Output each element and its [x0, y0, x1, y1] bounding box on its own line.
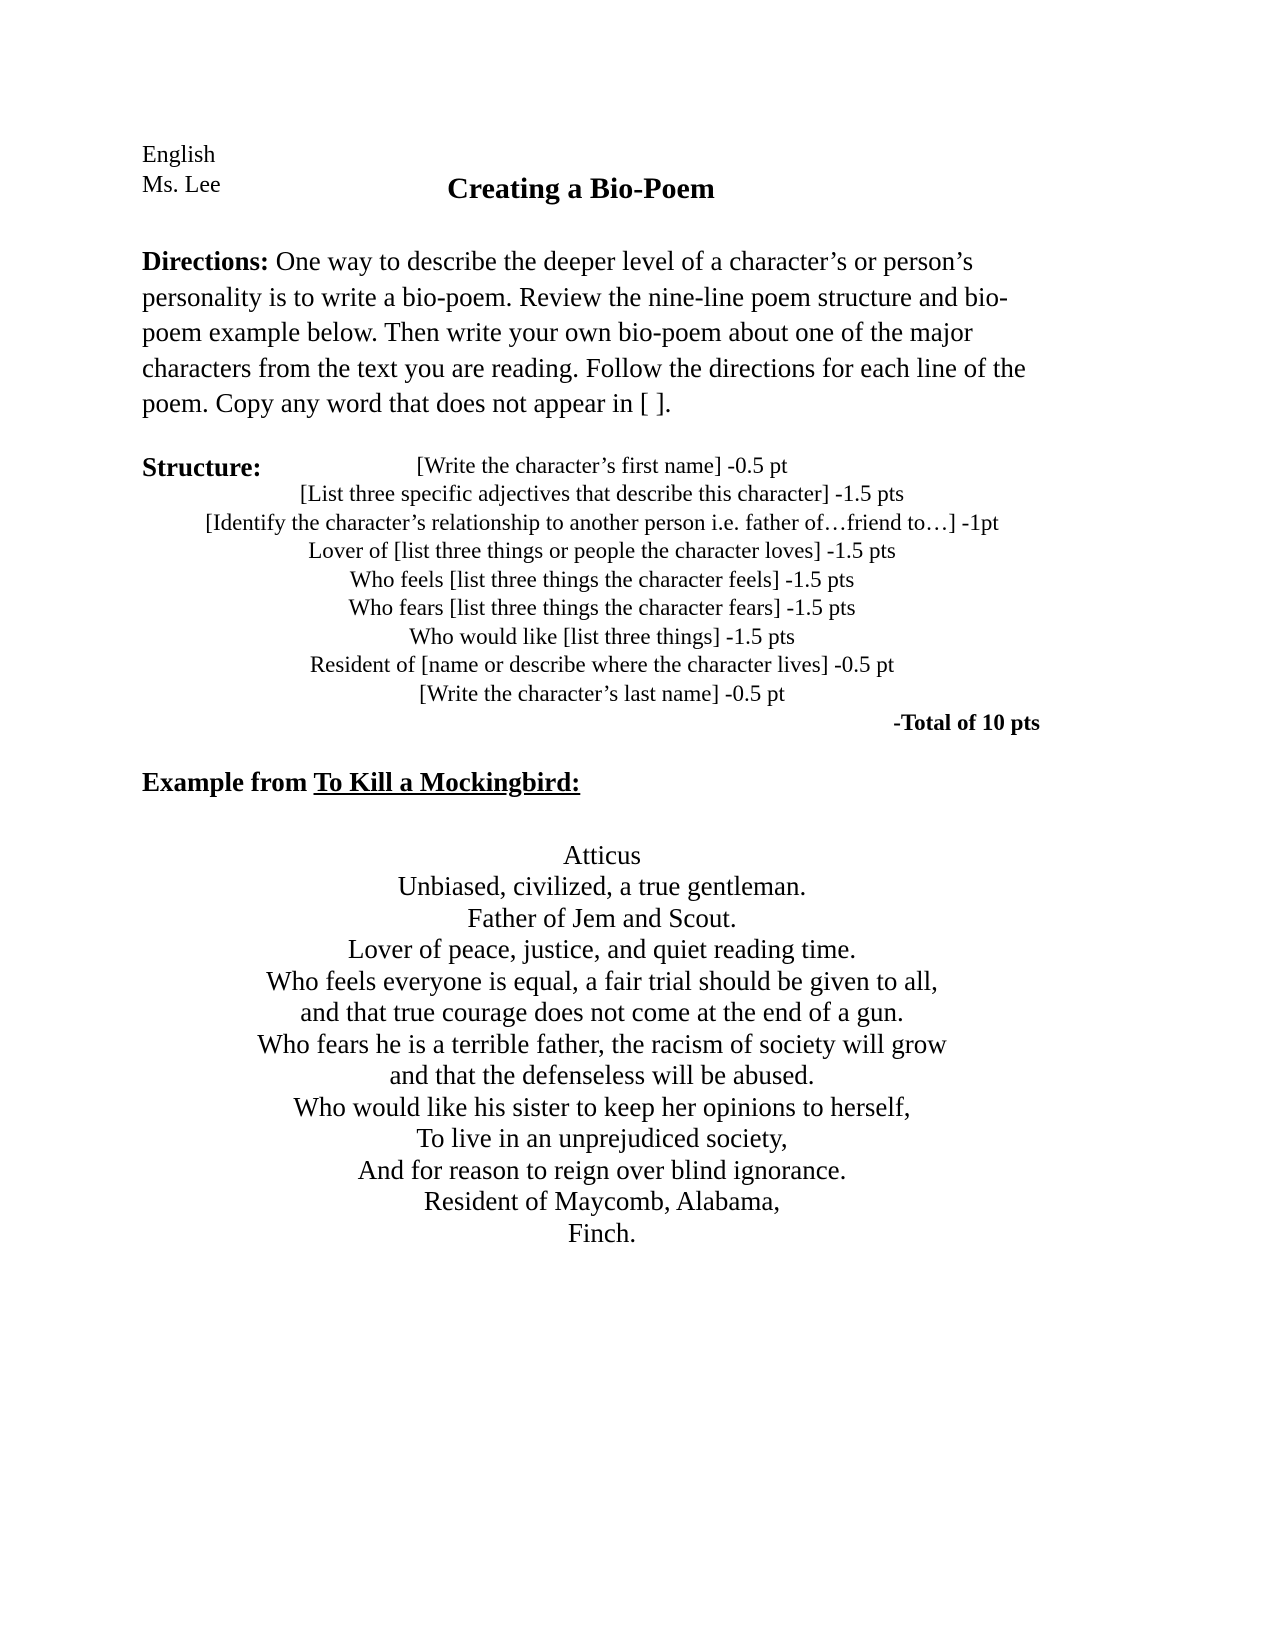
- poem-line: Lover of peace, justice, and quiet reading time.: [347, 934, 857, 964]
- structure-line: [Write the character’s first name] -0.5 pt: [416, 452, 788, 478]
- example-heading: [142, 766, 1062, 798]
- structure-line: [List three specific adjectives that describe this character] -1.5 pts: [299, 481, 905, 506]
- poem-line: To live in an unprejudiced society,: [416, 1123, 788, 1153]
- poem-line: Father of Jem and Scout.: [467, 902, 737, 933]
- example-book-title: To Kill a Mockingbird:: [313, 766, 581, 797]
- directions-paragraph: [142, 244, 1062, 422]
- structure-line: Resident of [name or describe where the character lives] -0.5 pt: [309, 652, 895, 677]
- poem-line: And for reason to reign over blind ignorance.: [357, 1154, 847, 1185]
- poem-line: and that the defenseless will be abused.: [389, 1060, 815, 1090]
- poem-line: Who would like his sister to keep her opinions to herself,: [293, 1091, 911, 1122]
- poem-line: Finch.: [567, 1217, 637, 1248]
- document-content: [142, 140, 1062, 1249]
- structure-line: Who feels [list three things the character feels] -1.5 pts: [349, 566, 855, 592]
- example-heading-prefix: Example from: [142, 766, 314, 797]
- poem-line: Who feels everyone is equal, a fair trial should be given to all,: [266, 965, 938, 996]
- structure-line: [Write the character’s last name] -0.5 pt: [419, 680, 785, 706]
- page-title: Creating a Bio-Poem: [447, 172, 715, 205]
- course-name: English: [142, 142, 216, 168]
- structure-line: Lover of [list three things or people the character loves] -1.5 pts: [308, 538, 896, 563]
- poem-line: Unbiased, civilized, a true gentleman.: [397, 871, 807, 901]
- directions-body: One way to describe the deeper level of a character’s or person’s personality is to write a bio-poem. Review the nine-line poem structure and bio-poem example below. Then write your own bio-poem about one of the major characters from the text you are reading. Follow the directions for each line of the poem. Copy any word that does not appear in [ ].: [142, 246, 1026, 418]
- structure-label: Structure:: [142, 451, 262, 482]
- example-poem: [142, 840, 1062, 1250]
- poem-line: Who fears he is a terrible father, the racism of society will grow: [257, 1028, 947, 1059]
- poem-line: Atticus: [563, 839, 641, 870]
- structure-total: -Total of 10 pts: [893, 710, 1040, 735]
- structure-line: Who fears [list three things the character fears] -1.5 pts: [348, 595, 856, 620]
- structure-section: [142, 452, 1062, 738]
- poem-line: Resident of Maycomb, Alabama,: [423, 1186, 781, 1216]
- teacher-name: Ms. Lee: [142, 172, 221, 198]
- structure-line-list: [142, 452, 1062, 709]
- structure-line: Who would like [list three things] -1.5 pts: [409, 623, 795, 649]
- directions-label: Directions:: [142, 246, 269, 276]
- structure-line: [Identify the character’s relationship to another person i.e. father of…friend to…] -1pt: [205, 509, 999, 535]
- poem-line: and that true courage does not come at the end of a gun.: [300, 997, 904, 1027]
